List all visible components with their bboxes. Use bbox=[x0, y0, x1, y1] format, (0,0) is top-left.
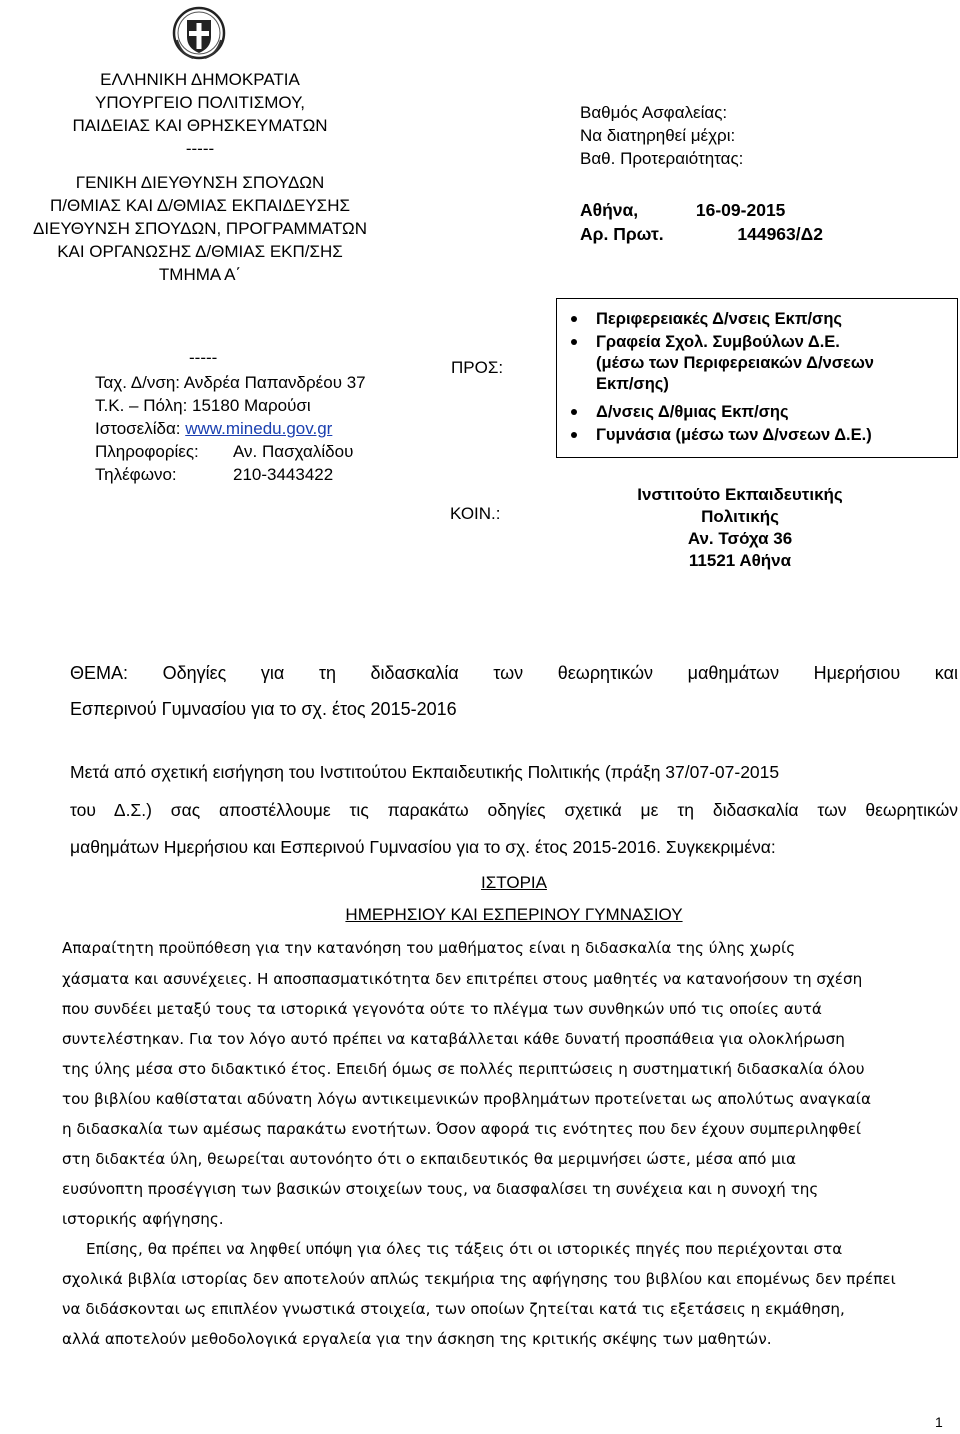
protocol-row bbox=[580, 224, 823, 245]
paragraph-1-line: συντελέστηκαν. Για τον λόγο αυτό πρέπει να καταβάλλεται κάθε δυνατή προσπάθεια για ολοκλήρωση bbox=[62, 1030, 845, 1048]
intro-line-2: του Δ.Σ.) σας αποστέλλουμε τις παρακάτω οδηγίες σχετικά με τη διδασκαλία των θεωρητικών bbox=[70, 800, 958, 820]
paragraph-1-line: Απαραίτητη προϋπόθεση για την κατανόηση του μαθήματος είναι η διδασκαλία της ύλης χωρίς bbox=[62, 939, 796, 957]
cc-block bbox=[580, 484, 900, 572]
bullet-icon bbox=[571, 316, 577, 322]
bullet-icon bbox=[571, 409, 577, 415]
header-line: ΓΕΝΙΚΗ ΔΙΕΥΘΥΝΣΗ ΣΠΟΥΔΩΝ bbox=[75, 173, 325, 192]
section-subtitle: ΗΜΕΡΗΣΙΟΥ ΚΑΙ ΕΣΠΕΡΙΝΟΥ ΓΥΜΝΑΣΙΟΥ bbox=[345, 905, 683, 924]
keep-until-label: Να διατηρηθεί μέχρι: bbox=[580, 126, 736, 145]
paragraph-2-line: Επίσης, θα πρέπει να ληφθεί υπόψη για όλες τις τάξεις ότι οι ιστορικές πηγές που περιέχονται στα bbox=[86, 1240, 843, 1258]
ministry-header bbox=[0, 68, 400, 286]
cc-line: Αν. Τσόχα 36 bbox=[687, 529, 793, 548]
page-number: 1 bbox=[935, 1414, 943, 1430]
recipient-item: Εκπ/σης) bbox=[596, 375, 669, 393]
paragraph-1-line: η διδασκαλία των αμέσως παρακάτω ενοτήτων. Όσον αφορά τις ενότητες που δεν έχουν συμπεριληφθεί bbox=[62, 1120, 862, 1138]
subject-line-2: Εσπερινού Γυμνασίου για το σχ. έτος 2015-2016 bbox=[70, 699, 457, 719]
recipient-item: (μέσω των Περιφερειακών Δ/νσεων bbox=[596, 354, 874, 372]
priority-label: Βαθ. Προτεραιότητας: bbox=[580, 149, 744, 168]
info-value: Αν. Πασχαλίδου bbox=[233, 442, 354, 461]
header-line: Π/ΘΜΙΑΣ ΚΑΙ Δ/ΘΜΙΑΣ ΕΚΠΑΙΔΕΥΣΗΣ bbox=[50, 196, 350, 215]
cc-label: ΚΟΙΝ.: bbox=[450, 504, 501, 523]
protocol-label: Αρ. Πρωτ. bbox=[580, 224, 664, 244]
paragraph-1-line: του βιβλίου καθίσταται αδύνατη λόγω αντικειμενικών προβλημάτων προτείνεται ως απολύτως αναγκαία bbox=[62, 1090, 871, 1108]
website-row bbox=[95, 419, 332, 440]
cc-line: Ινστιτούτο Εκπαιδευτικής bbox=[637, 485, 843, 504]
website-link[interactable]: www.minedu.gov.gr bbox=[185, 419, 333, 438]
header-line: ΚΑΙ ΟΡΓΑΝΩΣΗΣ Δ/ΘΜΙΑΣ ΕΚΠ/ΣΗΣ bbox=[57, 242, 343, 261]
phone-value: 210-3443422 bbox=[233, 465, 334, 484]
date-row bbox=[580, 200, 785, 221]
info-label: Πληροφορίες: bbox=[95, 442, 199, 461]
header-line: ΔΙΕΥΘΥΝΣΗ ΣΠΟΥΔΩΝ, ΠΡΟΓΡΑΜΜΑΤΩΝ bbox=[32, 219, 367, 238]
paragraph-2-line: αλλά αποτελούν μεθοδολογικά εργαλεία για την άσκηση της κριτικής σκέψης των μαθητών. bbox=[62, 1330, 772, 1348]
header-line: ΥΠΟΥΡΓΕΙΟ ΠΟΛΙΤΙΣΜΟΥ, bbox=[95, 93, 305, 112]
header-line: ΤΜΗΜΑ Α΄ bbox=[158, 265, 242, 284]
paragraph-1-line: στη διδακτέα ύλη, θεωρείται αυτονόητο ότι ο εκπαιδευτικός θα μεριμνήσει ώστε, μέσα από μια bbox=[62, 1150, 797, 1168]
recipient-item: Περιφερειακές Δ/νσεις Εκπ/σης bbox=[596, 310, 842, 328]
paragraph-1-line: της ύλης μέσα στο διδακτικό έτος. Επειδή όμως σε πολλές περιπτώσεις η συστηματική διδασκαλία όλου bbox=[62, 1060, 865, 1078]
recipient-item: Δ/νσεις Δ/θμιας Εκπ/σης bbox=[596, 403, 789, 421]
classification-block bbox=[580, 101, 743, 170]
paragraph-2-line: σχολικά βιβλία ιστορίας δεν αποτελούν απλώς τεκμήρια της αφήγησης του βιβλίου και επομένως δεν πρέπει bbox=[62, 1270, 896, 1288]
paragraph-1-line: που συνδέει μεταξύ τους τα ιστορικά γεγονότα ούτε το πλέγμα των συνθηκών υπό τις οποίες αυτά bbox=[62, 1000, 822, 1018]
paragraph-1-line: ευσύνοπτη προσέγγιση των βασικών στοιχείων τους, να διασφαλίσει τη συνέχεια και η συνοχή της bbox=[62, 1180, 819, 1198]
header-line: ----- bbox=[185, 139, 215, 158]
cc-line: Πολιτικής bbox=[701, 507, 779, 526]
intro-line-3: μαθημάτων Ημερήσιου και Εσπερινού Γυμνασίου για το σχ. έτος 2015-2016. Συγκεκριμένα: bbox=[70, 837, 776, 857]
paragraph-1-line: ιστορικής αφήγησης. bbox=[62, 1210, 224, 1228]
greek-emblem-icon bbox=[171, 4, 227, 62]
to-label: ΠΡΟΣ: bbox=[451, 358, 504, 377]
recipient-item: Γραφεία Σχολ. Συμβούλων Δ.Ε. bbox=[596, 333, 840, 351]
recipient-item: Γυμνάσια (μέσω των Δ/νσεων Δ.Ε.) bbox=[596, 426, 872, 444]
date: 16-09-2015 bbox=[695, 200, 786, 220]
paragraph-1-line: χάσματα και ασυνέχειες. Η αποσπασματικότητα δεν επιτρέπει στους μαθητές να κατανοήσουν τη σχέση bbox=[62, 970, 863, 988]
bullet-icon bbox=[571, 339, 577, 345]
header-line: ΕΛΛΗΝΙΚΗ ΔΗΜΟΚΡΑΤΙΑ bbox=[100, 70, 300, 89]
website-label: Ιστοσελίδα: bbox=[95, 419, 181, 438]
security-label: Βαθμός Ασφαλείας: bbox=[580, 103, 728, 122]
phone-label: Τηλέφωνο: bbox=[95, 465, 177, 484]
bullet-icon bbox=[571, 432, 577, 438]
header-separator: ----- bbox=[189, 348, 218, 367]
header-line: ΠΑΙΔΕΙΑΣ ΚΑΙ ΘΡΗΣΚΕΥΜΑΤΩΝ bbox=[72, 116, 328, 135]
cc-line: 11521 Αθήνα bbox=[688, 551, 792, 570]
city: Αθήνα, bbox=[580, 200, 639, 220]
subject-line-1: ΘΕΜΑ: Οδηγίες για τη διδασκαλία των θεωρητικών μαθημάτων Ημερήσιου και bbox=[70, 663, 958, 683]
postal-line: Τ.Κ. – Πόλη: 15180 Μαρούσι bbox=[95, 396, 311, 415]
address-line: Ταχ. Δ/νση: Ανδρέα Παπανδρέου 37 bbox=[95, 373, 366, 392]
paragraph-2-line: να διδάσκονται ως επιπλέον γνωστικά στοιχεία, των οποίων ζητείται κατά τις εξετάσεις η εκμάθηση, bbox=[62, 1300, 845, 1318]
protocol-number: 144963/Δ2 bbox=[737, 224, 823, 244]
intro-line-1: Μετά από σχετική εισήγηση του Ινστιτούτου Εκπαιδευτικής Πολιτικής (πράξη 37/07-07-2015 bbox=[70, 762, 780, 782]
recipients-box bbox=[556, 298, 958, 458]
section-title: ΙΣΤΟΡΙΑ bbox=[481, 873, 547, 892]
